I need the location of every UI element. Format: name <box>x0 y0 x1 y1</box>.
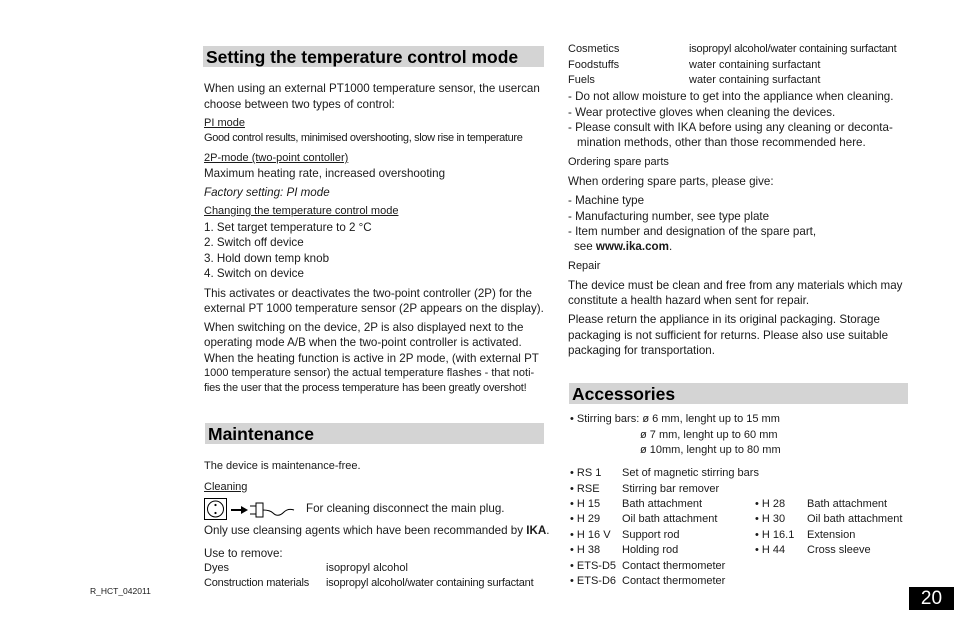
dash-item-2: - Wear protective gloves when cleaning the devices. <box>568 106 836 119</box>
activates-line-1: This activates or deactivates the two-point controller (2P) for the <box>204 287 532 300</box>
acc-code-rs1: • RS 1 <box>570 467 602 479</box>
two-point-desc: Maximum heating rate, increased overshooting <box>204 167 446 180</box>
repair-line-3: Please return the appliance in its original packaging. Storage <box>568 313 880 326</box>
pi-mode-label: PI mode <box>204 117 245 129</box>
acc-desc-h28: Bath attachment <box>807 498 888 510</box>
maintenance-free: The device is maintenance-free. <box>204 460 361 472</box>
cleaning-label: Cleaning <box>204 481 248 493</box>
acc-code-h28: • H 28 <box>755 498 786 510</box>
acc-desc-h38: Holding rod <box>622 544 679 556</box>
step-2: 2. Switch off device <box>204 236 304 249</box>
stirring-bars-3: ø 10mm, lenght up to 80 mm <box>640 444 781 456</box>
agents-text <box>204 523 549 538</box>
step-4: 4. Switch on device <box>204 267 304 280</box>
acc-code-h30: • H 30 <box>755 513 786 525</box>
switching-line-3: When the heating function is active in 2P mode, (with external PT <box>204 352 539 365</box>
remove-agent-cosmetics: isopropyl alcohol/water containing surfactant <box>689 43 897 55</box>
disconnect-text: For cleaning disconnect the main plug. <box>306 502 505 515</box>
activates-line-2: external PT 1000 temperature sensor (2P appears on the display). <box>204 302 544 315</box>
acc-desc-h44: Cross sleeve <box>807 544 871 556</box>
acc-desc-ets-d5: Contact thermometer <box>622 560 726 572</box>
ordering-item-3: - Item number and designation of the spare part, <box>568 225 817 238</box>
dash-item-3-cont: mination methods, other than those recommended here. <box>577 136 866 149</box>
socket-icon <box>204 498 227 520</box>
step-3: 3. Hold down temp knob <box>204 252 330 265</box>
see-pre: see <box>574 240 596 253</box>
repair-line-2: constitute a health hazard when sent for repair. <box>568 294 810 307</box>
acc-desc-h30: Oil bath attachment <box>807 513 903 525</box>
see-post: . <box>668 240 673 253</box>
repair-line-4: packaging is not sufficient for returns. Please also use suitable <box>568 329 889 342</box>
step-1: 1. Set target temperature to 2 °C <box>204 221 372 234</box>
stirring-bars-2: ø 7 mm, lenght up to 60 mm <box>640 429 778 441</box>
acc-code-ets-d5: • ETS-D5 <box>570 560 617 572</box>
acc-code-h15: • H 15 <box>570 498 601 510</box>
footer-code: R_HCT_042011 <box>90 586 151 596</box>
acc-desc-h16v: Support rod <box>622 529 680 541</box>
acc-desc-h15: Bath attachment <box>622 498 703 510</box>
repair-line-1: The device must be clean and free from any materials which may <box>568 279 903 292</box>
acc-code-h38: • H 38 <box>570 544 601 556</box>
pi-mode-desc: Good control results, minimised overshooting, slow rise in temperature <box>204 132 523 144</box>
agents-post: . <box>546 524 550 537</box>
acc-code-h44: • H 44 <box>755 544 786 556</box>
acc-desc-h29: Oil bath attachment <box>622 513 718 525</box>
acc-desc-ets-d6: Contact thermometer <box>622 575 726 587</box>
remove-agent-dyes: isopropyl alcohol <box>326 562 408 574</box>
repair-line-5: packaging for transportation. <box>568 344 715 357</box>
page-number: 20 <box>909 587 954 610</box>
intro-line-1: When using an external PT1000 temperature sensor, the usercan <box>204 82 540 95</box>
remove-agent-foodstuffs: water containing surfactant <box>689 59 821 71</box>
acc-desc-h16-1: Extension <box>807 529 856 541</box>
ordering-item-2: - Manufacturing number, see type plate <box>568 210 770 223</box>
ika-brand: IKA <box>526 524 547 537</box>
accessories-heading: Accessories <box>569 383 908 404</box>
dash-item-3: - Please consult with IKA before using any cleaning or deconta- <box>568 121 893 134</box>
temp-control-heading: Setting the temperature control mode <box>203 46 544 67</box>
intro-line-2: choose between two types of control: <box>204 98 395 111</box>
unplug-arrow-icon <box>230 500 296 520</box>
acc-code-h29: • H 29 <box>570 513 601 525</box>
remove-agent-construction: isopropyl alcohol/water containing surfactant <box>326 577 534 589</box>
factory-setting: Factory setting: PI mode <box>204 186 330 199</box>
remove-item-construction: Construction materials <box>204 577 310 589</box>
dash-item-1: - Do not allow moisture to get into the appliance when cleaning. <box>568 90 894 103</box>
acc-code-h16-1: • H 16.1 <box>755 529 795 541</box>
two-point-label: 2P-mode (two-point contoller) <box>204 152 349 164</box>
stirring-bars-1: • Stirring bars: ø 6 mm, lenght up to 15 mm <box>570 413 780 425</box>
acc-code-h16v: • H 16 V <box>570 529 611 541</box>
remove-agent-fuels: water containing surfactant <box>689 74 821 86</box>
acc-desc-rs1: Set of magnetic stirring bars <box>622 467 759 479</box>
see-url-line <box>574 239 672 254</box>
switching-line-4: 1000 temperature sensor) the actual temperature flashes - that noti- <box>204 367 535 379</box>
acc-desc-rse: Stirring bar remover <box>622 483 720 495</box>
ika-url-link[interactable]: www.ika.com <box>595 240 669 253</box>
switching-line-1: When switching on the device, 2P is also displayed next to the <box>204 321 524 334</box>
use-to-remove: Use to remove: <box>204 547 283 560</box>
ordering-intro: When ordering spare parts, please give: <box>568 175 774 188</box>
acc-code-ets-d6: • ETS-D6 <box>570 575 617 587</box>
remove-item-foodstuffs: Foodstuffs <box>568 59 620 71</box>
repair-title: Repair <box>568 260 601 272</box>
switching-line-2: operating mode A/B when the two-point controller is activated. <box>204 336 522 349</box>
acc-code-rse: • RSE <box>570 483 600 495</box>
maintenance-heading: Maintenance <box>205 423 544 444</box>
agents-pre: Only use cleansing agents which have been recommanded by <box>204 524 527 537</box>
change-mode-label: Changing the temperature control mode <box>204 205 399 217</box>
remove-item-dyes: Dyes <box>204 562 230 574</box>
remove-item-fuels: Fuels <box>568 74 595 86</box>
ordering-item-1: - Machine type <box>568 194 645 207</box>
switching-line-5: fies the user that the process temperature has been greatly overshot! <box>204 382 527 394</box>
ordering-title: Ordering spare parts <box>568 156 669 168</box>
remove-item-cosmetics: Cosmetics <box>568 43 620 55</box>
